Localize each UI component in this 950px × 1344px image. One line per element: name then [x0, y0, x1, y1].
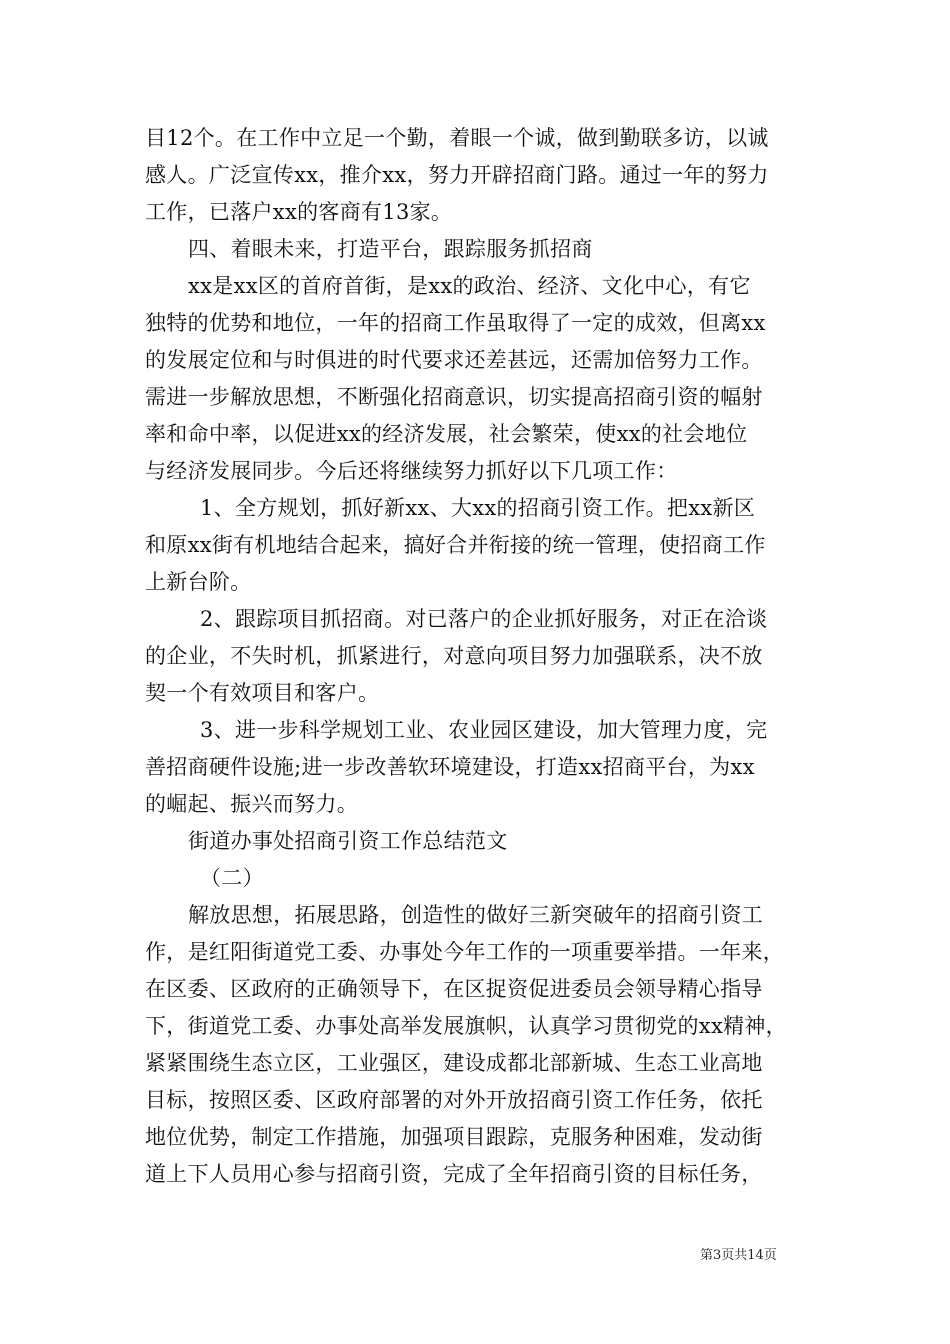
body-line: 感人。广泛宣传xx，推介xx，努力开辟招商门路。通过一年的努力 — [145, 163, 769, 187]
body-line: 紧紧围绕生态立区，工业强区，建设成都北部新城、生态工业高地 — [145, 1051, 763, 1075]
list-item-line: 1、全方规划，抓好新xx、大xx的招商引资工作。把xx新区 — [200, 496, 756, 520]
body-line: 的发展定位和与时俱进的时代要求还差甚远，还需加倍努力工作。 — [145, 348, 763, 372]
body-line: 目标，按照区委、区政府部署的对外开放招商引资工作任务，依托 — [145, 1088, 763, 1112]
body-line: 工作，已落户xx的客商有13家。 — [145, 200, 453, 224]
document-title: 街道办事处招商引资工作总结范文 — [188, 829, 508, 853]
body-line: 与经济发展同步。今后还将继续努力抓好以下几项工作： — [145, 459, 678, 483]
body-line: 地位优势，制定工作措施，加强项目跟踪，克服务种困难，发动街 — [145, 1125, 763, 1149]
part-label: （二） — [200, 866, 264, 890]
list-item-line: 善招商硬件设施;进一步改善软环境建设，打造xx招商平台，为xx — [145, 755, 755, 779]
list-item-line: 的企业，不失时机，抓紧进行，对意向项目努力加强联系，决不放 — [145, 644, 763, 668]
list-item-line: 上新台阶。 — [145, 570, 252, 594]
body-line: 目12个。在工作中立足一个勤，着眼一个诚，做到勤联多访，以诚 — [145, 126, 769, 150]
body-line: 下，街道党工委、办事处高举发展旗帜，认真学习贯彻党的xx精神， — [145, 1014, 787, 1038]
body-line: 率和命中率，以促进xx的经济发展，社会繁荣，使xx的社会地位 — [145, 422, 748, 446]
section-heading: 四、着眼未来，打造平台，跟踪服务抓招商 — [188, 237, 593, 261]
body-line: 需进一步解放思想，不断强化招商意识，切实提高招商引资的幅射 — [145, 385, 763, 409]
page-number: 第3页共14页 — [700, 1248, 777, 1263]
list-item-line: 契一个有效项目和客户。 — [145, 681, 380, 705]
body-line: 独特的优势和地位，一年的招商工作虽取得了一定的成效，但离xx — [145, 311, 766, 335]
list-item-line: 3、进一步科学规划工业、农业园区建设，加大管理力度，完 — [200, 718, 768, 742]
list-item-line: 的崛起、振兴而努力。 — [145, 792, 358, 816]
body-line: 在区委、区政府的正确领导下，在区捉资促进委员会领导精心指导 — [145, 977, 763, 1001]
body-line: 道上下人员用心参与招商引资，完成了全年招商引资的目标任务， — [145, 1162, 763, 1186]
body-line: 解放思想，拓展思路，创造性的做好三新突破年的招商引资工 — [188, 903, 764, 927]
list-item-line: 2、跟踪项目抓招商。对已落户的企业抓好服务，对正在洽谈 — [200, 607, 768, 631]
list-item-line: 和原xx街有机地结合起来，搞好合并衔接的统一管理，使招商工作 — [145, 533, 766, 557]
body-line: xx是xx区的首府首街，是xx的政治、经济、文化中心，有它 — [188, 274, 751, 298]
body-line: 作，是红阳街道党工委、办事处今年工作的一项重要举措。一年来， — [145, 940, 784, 964]
